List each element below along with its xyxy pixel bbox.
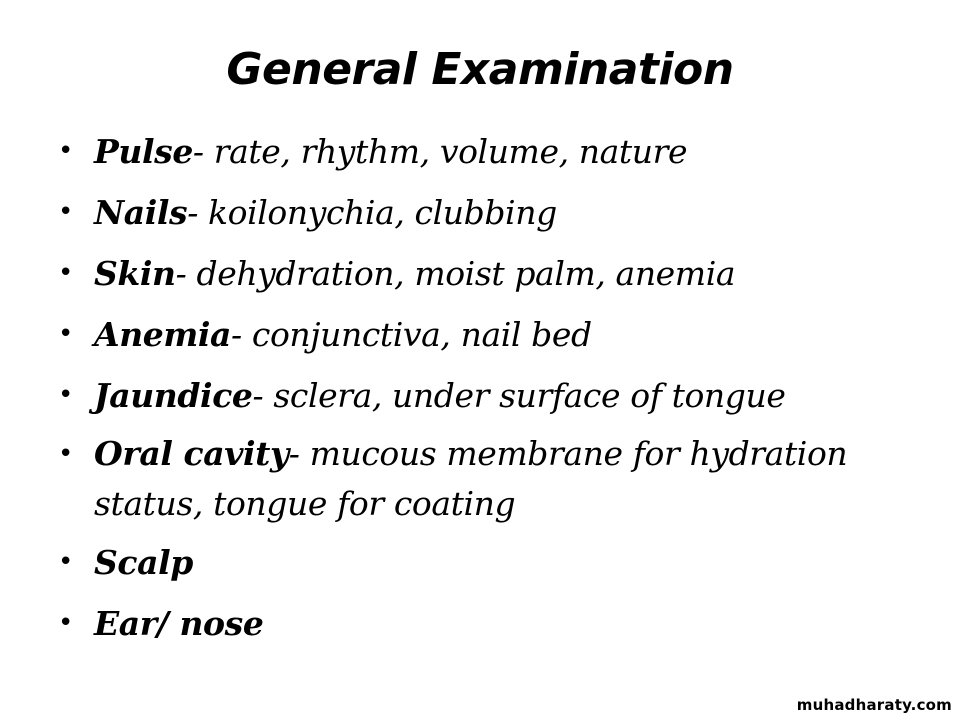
- list-item: [58, 185, 928, 240]
- bullet-icon: •: [58, 319, 73, 349]
- item-detail: - mucous membrane for hydration status, tongue for coating: [94, 434, 848, 523]
- list-item: [58, 246, 928, 301]
- item-term: Scalp: [94, 543, 193, 582]
- item-term: Ear/ nose: [94, 604, 264, 643]
- item-term: Anemia: [94, 315, 232, 354]
- bullet-list: [58, 124, 928, 657]
- list-item: [58, 535, 928, 590]
- list-item: [58, 368, 928, 423]
- bullet-icon: •: [58, 439, 73, 469]
- list-item: [58, 307, 928, 362]
- bullet-icon: •: [58, 380, 73, 410]
- bullet-icon: •: [58, 608, 73, 638]
- list-item: [58, 596, 928, 651]
- bullet-icon: •: [58, 547, 73, 577]
- item-detail: - koilonychia, clubbing: [187, 193, 557, 232]
- item-detail: - dehydration, moist palm, anemia: [175, 254, 736, 293]
- list-item: [58, 429, 928, 529]
- watermark: muhadharaty.com: [796, 696, 952, 714]
- item-detail: - sclera, under surface of tongue: [252, 376, 786, 415]
- item-term: Oral cavity: [94, 434, 289, 473]
- bullet-icon: •: [58, 136, 73, 166]
- item-detail: - conjunctiva, nail bed: [231, 315, 592, 354]
- item-term: Pulse: [94, 132, 193, 171]
- list-item: [58, 124, 928, 179]
- bullet-icon: •: [58, 197, 73, 227]
- item-term: Jaundice: [94, 376, 253, 415]
- item-term: Skin: [94, 254, 176, 293]
- item-term: Nails: [94, 193, 188, 232]
- slide-title: General Examination: [226, 44, 734, 95]
- item-detail: - rate, rhythm, volume, nature: [192, 132, 688, 171]
- bullet-icon: •: [58, 258, 73, 288]
